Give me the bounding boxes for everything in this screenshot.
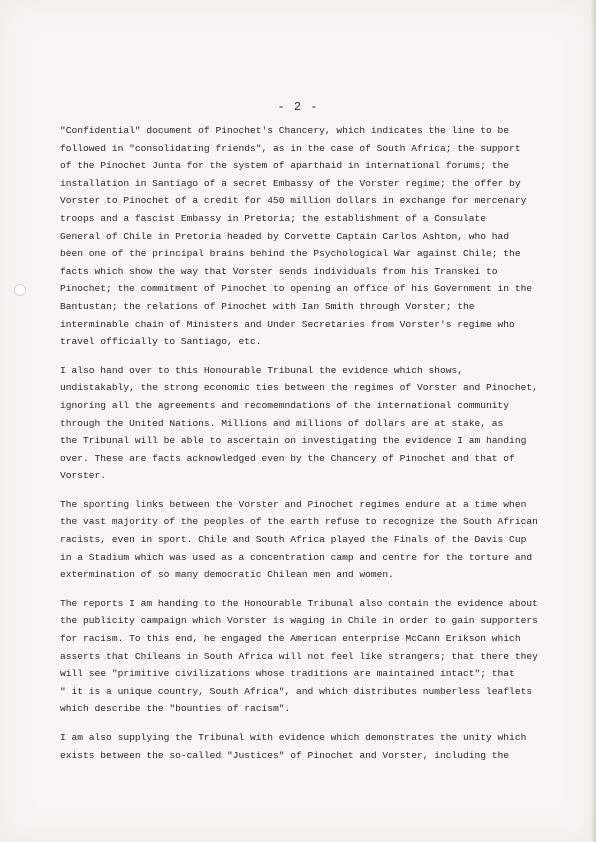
text-line: racists, even in sport. Chile and South Africa played the Finals of the Davis Cup: [60, 534, 527, 546]
text-line: been one of the principal brains behind the Psychological War against Chile; the: [60, 248, 521, 260]
text-line: Bantustan; the relations of Pinochet with Ian Smith through Vorster; the: [60, 300, 475, 312]
text-line: over. These are facts acknowledged even by the Chancery of Pinochet and that of: [60, 452, 515, 464]
text-line: " it is a unique country, South Africa", and which distributes numberless leaflets: [60, 685, 533, 697]
page-edge-shadow: [590, 0, 596, 842]
text-line: "Confidential" document of Pinochet's Chancery, which indicates the line to be: [60, 125, 510, 136]
text-line: I am also supplying the Tribunal with evidence which demonstrates the unity which: [60, 732, 527, 743]
text-line: installation in Santiago of a secret Embassy of the Vorster regime; the offer by: [60, 177, 521, 189]
text-line: travel officially to Santiago, etc.: [60, 336, 262, 348]
text-line: The sporting links between the Vorster and Pinochet regimes endure at a time when: [60, 498, 527, 510]
text-line: Vorster.: [60, 470, 107, 482]
text-line: followed in "consolidating friends", as in the case of South Africa; the support: [60, 142, 521, 154]
text-line: General of Chile in Pretoria headed by Corvette Captain Carlos Ashton, who had: [60, 230, 510, 242]
text-line: Vorster to Pinochet of a credit for 450 million dollars in exchange for mercenary: [60, 195, 527, 207]
text-line: I also hand over to this Honourable Tribunal the evidence which shows,: [60, 364, 464, 376]
paragraph: [60, 729, 560, 764]
text-line: will see "primitive civilizations whose traditions are maintained intact"; that: [60, 668, 515, 680]
text-line: asserts that Chileans in South Africa will not feel like strangers; that there they: [60, 650, 538, 662]
text-line: of the Pinochet Junta for the system of aparthaid in international forums; the: [60, 160, 510, 172]
text-line: exists between the so-called "Justices" of Pinochet and Vorster, including the: [60, 749, 510, 761]
paragraph: [60, 595, 560, 718]
text-line: undistakably, the strong economic ties between the regimes of Vorster and Pinochet,: [60, 382, 538, 394]
paragraph: [60, 122, 560, 351]
text-line: Pinochet; the commitment of Pinochet to opening an office of his Government in the: [60, 283, 533, 295]
punch-hole: [14, 284, 26, 296]
text-line: extermination of so many democratic Chilean men and women.: [60, 569, 394, 581]
text-line: for racism. To this end, he engaged the American enterprise McCann Erikson which: [60, 633, 521, 645]
document-body: [60, 122, 560, 775]
text-line: interminable chain of Ministers and Under Secretaries from Vorster's regime who: [60, 318, 515, 330]
text-line: facts which show the way that Vorster sends individuals from his Transkei to: [60, 265, 498, 277]
text-line: which describe the "bounties of racism".: [60, 703, 291, 715]
text-line: ignoring all the agreements and recomemndations of the international community: [60, 399, 510, 411]
paragraph: [60, 362, 560, 485]
page-number: - 2 -: [277, 100, 319, 114]
text-line: The reports I am handing to the Honourable Tribunal also contain the evidence about: [60, 597, 538, 609]
text-line: the vast majority of the peoples of the earth refuse to recognize the South African: [60, 516, 538, 528]
text-line: the Tribunal will be able to ascertain on investigating the evidence I am handing: [60, 435, 527, 447]
text-line: in a Stadium which was used as a concentration camp and centre for the torture and: [60, 551, 533, 563]
paragraph: [60, 496, 560, 584]
text-line: troops and a fascist Embassy in Pretoria; the establishment of a Consulate: [60, 212, 487, 224]
text-line: the publicity campaign which Vorster is waging in Chile in order to gain supporters: [60, 615, 538, 627]
text-line: through the United Nations. Millions and millions of dollars are at stake, as: [60, 417, 504, 429]
